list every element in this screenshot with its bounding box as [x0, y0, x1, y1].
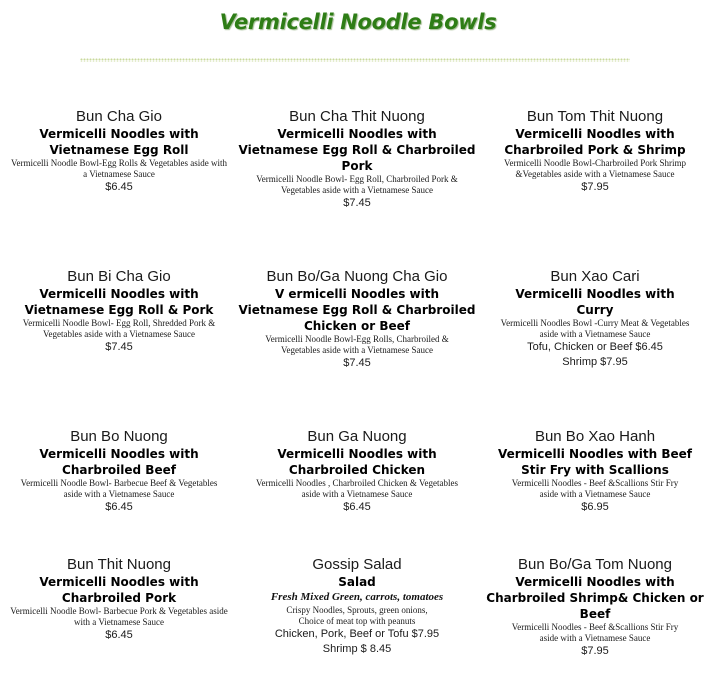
item-description: Vermicelli Noodle Bowl- Barbecue Pork & Vegetables aside with a Vietnamese Sauce [10, 606, 228, 627]
menu-item [0, 556, 238, 643]
item-description: Vermicelli Noodles Bowl -Curry Meat & Vegetables aside with a Vietnamese Sauce [500, 318, 690, 339]
item-name: Gossip Salad [312, 556, 402, 573]
item-subtitle: Salad [338, 575, 376, 589]
menu-item [476, 108, 714, 195]
item-description: Vermicelli Noodles - Beef &Scallions Stir Fry aside with a Vietnamese Sauce [511, 622, 679, 643]
item-description: Vermicelli Noodles - Beef &Scallions Stir Fry aside with a Vietnamese Sauce [511, 478, 679, 499]
item-price: $6.45 [105, 181, 133, 193]
item-subtitle: Vermicelli Noodles with Vietnamese Egg Roll & Pork [24, 287, 214, 317]
item-subtitle-ingredients: Fresh Mixed Green, carrots, tomatoes [270, 591, 444, 603]
menu-item [238, 428, 476, 515]
item-subtitle: Vermicelli Noodles with Curry [515, 287, 675, 317]
item-description: Vermicelli Noodles , Charbroiled Chicken & Vegetables aside with a Vietnamese Sauce [255, 478, 459, 499]
item-price: Chicken, Pork, Beef or Tofu $7.95 [274, 628, 440, 640]
item-name: Bun Tom Thit Nuong [526, 108, 664, 125]
menu-item [238, 108, 476, 211]
item-subtitle: Vermicelli Noodles with Charbroiled Beef [39, 447, 199, 477]
item-subtitle: V ermicelli Noodles with Vietnamese Egg Roll & Charbroiled Chicken or Beef [238, 287, 476, 333]
item-price: $6.95 [581, 501, 609, 513]
item-price: $7.45 [343, 197, 371, 209]
item-name: Bun Thit Nuong [67, 556, 171, 573]
item-subtitle: Vermicelli Noodles with Charbroiled Shrimp& Chicken or Beef [486, 575, 704, 621]
decorative-divider [80, 58, 630, 62]
item-price-shrimp: Shrimp $7.95 [562, 356, 628, 368]
menu-item [238, 268, 476, 371]
menu-item [476, 428, 714, 515]
item-price-shrimp: Shrimp $ 8.45 [322, 643, 392, 655]
item-price: $7.45 [105, 341, 133, 353]
item-name: Bun Bi Cha Gio [67, 268, 171, 285]
item-price: $7.45 [343, 357, 371, 369]
menu-item [0, 108, 238, 195]
item-subtitle: Vermicelli Noodles with Vietnamese Egg Roll [39, 127, 199, 157]
item-subtitle: Vermicelli Noodles with Charbroiled Chicken [277, 447, 437, 477]
item-price: $6.45 [343, 501, 371, 513]
item-description: Vermicelli Noodle Bowl-Egg Rolls & Vegetables aside with a Vietnamese Sauce [10, 158, 228, 179]
item-name: Bun Bo/Ga Tom Nuong [518, 556, 672, 573]
item-name: Bun Cha Gio [76, 108, 162, 125]
item-price: $6.45 [105, 629, 133, 641]
item-subtitle: Vermicelli Noodles with Beef Stir Fry with Scallions [497, 447, 693, 477]
item-subtitle: Vermicelli Noodles with Charbroiled Pork & Shrimp [504, 127, 686, 157]
item-name: Bun Cha Thit Nuong [289, 108, 425, 125]
item-description: Vermicelli Noodle Bowl- Barbecue Beef & Vegetables aside with a Vietnamese Sauce [20, 478, 218, 499]
item-description: Vermicelli Noodle Bowl-Charbroiled Pork Shrimp &Vegetables aside with a Vietnamese Sauce [504, 158, 686, 179]
item-price: $7.95 [581, 645, 609, 657]
item-description: Vermicelli Noodle Bowl- Egg Roll, Charbroiled Pork & Vegetables aside with a Vietnamese Sauce [256, 174, 458, 195]
item-price: $7.95 [581, 181, 609, 193]
menu-item [238, 556, 476, 657]
page-title: Vermicelli Noodle Bowls [219, 10, 497, 34]
item-subtitle: Vermicelli Noodles with Vietnamese Egg Roll & Charbroiled Pork [238, 127, 476, 173]
menu-item [476, 268, 714, 370]
menu-item [0, 268, 238, 355]
item-name: Bun Xao Cari [550, 268, 640, 285]
item-subtitle: Vermicelli Noodles with Charbroiled Pork [39, 575, 199, 605]
item-description: Vermicelli Noodle Bowl-Egg Rolls, Charbroiled & Vegetables aside with a Vietnamese Sauce [265, 334, 449, 355]
menu-item [476, 556, 714, 659]
item-price: Tofu, Chicken or Beef $6.45 [527, 341, 663, 353]
item-name: Bun Bo/Ga Nuong Cha Gio [266, 268, 448, 285]
item-price: $6.45 [105, 501, 133, 513]
item-description: Crispy Noodles, Sprouts, green onions, Choice of meat top with peanuts [286, 605, 428, 626]
item-name: Bun Bo Nuong [70, 428, 168, 445]
menu-item [0, 428, 238, 515]
item-name: Bun Bo Xao Hanh [534, 428, 656, 445]
item-name: Bun Ga Nuong [307, 428, 407, 445]
item-description: Vermicelli Noodle Bowl- Egg Roll, Shredded Pork & Vegetables aside with a Vietnamese Sauce [22, 318, 216, 339]
